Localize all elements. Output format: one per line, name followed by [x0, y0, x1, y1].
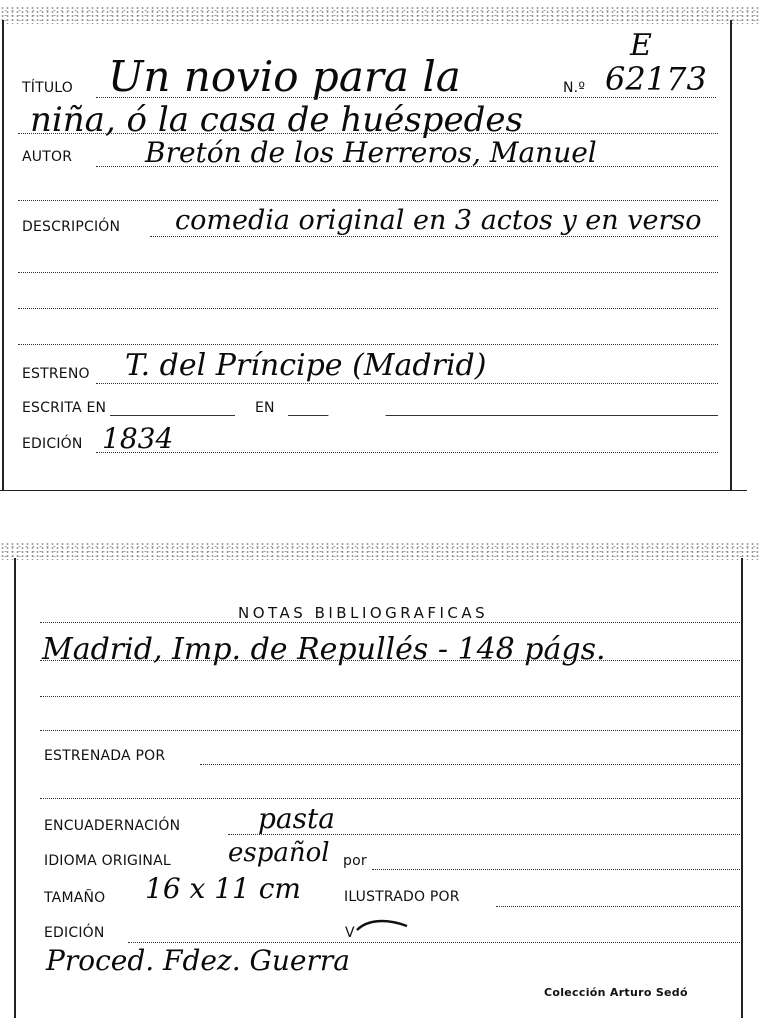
catalog-card-back	[0, 540, 759, 1028]
encuadernacion-handwritten: pasta	[258, 802, 335, 835]
edicion-label: EDICIÓN	[22, 436, 83, 452]
notas-handwritten-line1: Madrid, Imp. de Repullés - 148 págs.	[42, 632, 606, 667]
autor-line	[96, 166, 718, 167]
descripcion-label: DESCRIPCIÓN	[22, 219, 121, 235]
titulo-handwritten-line1: Un novio para la	[108, 52, 461, 101]
blank-line-2	[18, 272, 718, 273]
blank-line-5	[40, 798, 740, 799]
ilustrado-por-line	[496, 906, 740, 907]
descripcion-line	[150, 236, 718, 237]
titulo-handwritten-line2: niña, ó la casa de huéspedes	[30, 100, 523, 140]
idioma-original-label: IDIOMA ORIGINAL	[44, 853, 171, 869]
edicion-label-2: EDICIÓN	[44, 925, 105, 941]
card-left-edge-2	[14, 558, 16, 1018]
titulo-line-2	[18, 133, 718, 134]
titulo-label: TÍTULO	[22, 80, 73, 96]
por-label: por	[343, 853, 367, 869]
collection-credit: Colección Arturo Sedó	[544, 986, 688, 999]
notas-line-3	[40, 730, 740, 731]
autor-handwritten: Bretón de los Herreros, Manuel	[145, 136, 597, 169]
idioma-original-line	[372, 869, 740, 870]
idioma-original-handwritten: español	[228, 838, 330, 868]
encuadernacion-line	[228, 834, 740, 835]
card-top-edge-texture-2	[0, 542, 759, 560]
estreno-label: ESTRENO	[22, 366, 90, 382]
blank-line-4	[18, 344, 718, 345]
encuadernacion-label: ENCUADERNACIÓN	[44, 818, 181, 834]
en-label: EN	[255, 400, 275, 416]
ilustrado-por-label: ILUSTRADO POR	[344, 889, 460, 905]
v-label: V	[345, 925, 355, 941]
notas-line-0	[40, 622, 740, 623]
descripcion-handwritten: comedia original en 3 actos y en verso	[175, 205, 702, 236]
card-left-edge	[2, 20, 4, 490]
autor-label: AUTOR	[22, 149, 73, 165]
titulo-line	[96, 97, 716, 98]
edicion-line	[96, 452, 718, 453]
numero-handwritten: 62173	[605, 60, 707, 98]
pen-flourish	[355, 918, 411, 934]
estreno-line	[96, 383, 718, 384]
blank-line-1	[18, 200, 718, 201]
procedencia-handwritten: Proced. Fdez. Guerra	[46, 944, 350, 977]
escrita-en-line	[110, 415, 235, 416]
card-top-edge-texture	[0, 6, 759, 24]
card-right-edge	[730, 20, 732, 490]
notas-line-1	[40, 660, 740, 661]
notas-bibliograficas-title: NOTAS BIBLIOGRAFICAS	[238, 604, 489, 622]
edicion-line-2	[128, 942, 740, 943]
edicion-handwritten: 1834	[102, 422, 174, 455]
tamano-label: TAMAÑO	[44, 890, 106, 906]
estrenada-por-label: ESTRENADA POR	[44, 748, 166, 764]
notas-line-2	[40, 696, 740, 697]
estreno-handwritten: T. del Príncipe (Madrid)	[125, 348, 487, 383]
erasure-mark	[328, 405, 386, 423]
numero-label: N.º	[563, 80, 586, 96]
tamano-handwritten: 16 x 11 cm	[145, 872, 301, 905]
catalog-card-front	[0, 0, 759, 495]
estrenada-por-line	[200, 764, 740, 765]
card-right-edge-2	[741, 558, 743, 1018]
corner-mark: E	[630, 28, 652, 63]
escrita-en-label: ESCRITA EN	[22, 400, 107, 416]
blank-line-3	[18, 308, 718, 309]
card-bottom-edge	[0, 490, 747, 491]
